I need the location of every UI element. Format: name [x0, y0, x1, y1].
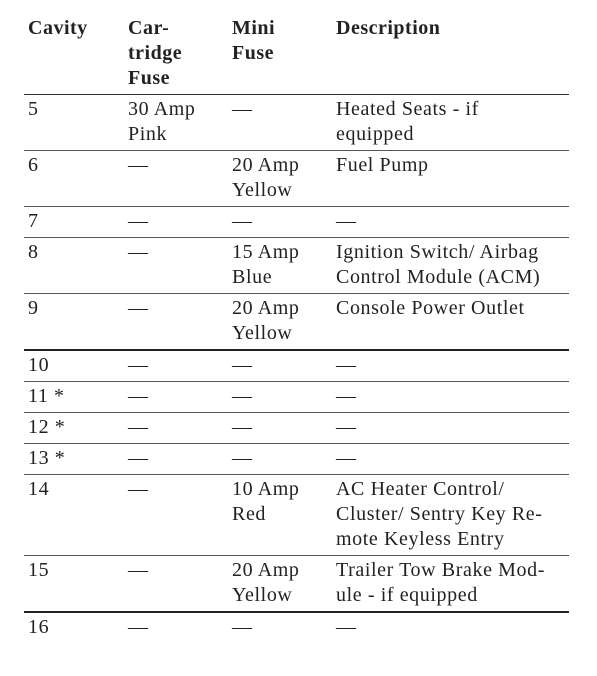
description-cell: — [332, 350, 569, 382]
header-mini-fuse: Mini Fuse [228, 14, 332, 95]
mini-cell: 20 Amp Yellow [228, 294, 332, 351]
cartridge-cell: — [124, 556, 228, 613]
cavity-cell: 12 * [24, 413, 124, 444]
mini-cell: — [228, 207, 332, 238]
cavity-cell: 9 [24, 294, 124, 351]
fuse-table-body [24, 95, 569, 644]
cavity-cell: 8 [24, 238, 124, 294]
cavity-cell: 13 * [24, 444, 124, 475]
mini-cell: — [228, 444, 332, 475]
table-row [24, 350, 569, 382]
cavity-cell: 5 [24, 95, 124, 151]
description-cell: Heated Seats - if equipped [332, 95, 569, 151]
cavity-cell: 14 [24, 475, 124, 556]
cartridge-cell: — [124, 151, 228, 207]
cavity-cell: 11 * [24, 382, 124, 413]
cavity-cell: 16 [28, 616, 50, 638]
cartridge-cell: — [124, 207, 228, 238]
cartridge-cell: — [124, 294, 228, 351]
cartridge-cell: — [124, 350, 228, 382]
mini-cell: 10 Amp Red [228, 475, 332, 556]
description-cell: — [332, 207, 569, 238]
description-cell: — [332, 444, 569, 475]
description-cell: — [336, 616, 357, 638]
header-cartridge-fuse: Car- tridge Fuse [124, 14, 228, 95]
cartridge-cell: 30 Amp Pink [124, 95, 228, 151]
table-row [24, 444, 569, 475]
mini-cell: — [228, 382, 332, 413]
mini-cell: 20 Amp Yellow [228, 151, 332, 207]
table-row [24, 612, 569, 643]
description-cell: Console Power Outlet [332, 294, 569, 351]
mini-cell: — [228, 413, 332, 444]
mini-cell: — [232, 616, 253, 638]
cartridge-cell: — [128, 616, 149, 638]
table-row [24, 413, 569, 444]
table-row [24, 95, 569, 151]
cartridge-cell: — [124, 475, 228, 556]
description-cell: Ignition Switch/ Airbag Control Module (ACM) [332, 238, 569, 294]
description-cell: — [332, 413, 569, 444]
description-cell: Trailer Tow Brake Mod- ule - if equipped [332, 556, 569, 613]
cavity-cell: 6 [24, 151, 124, 207]
table-row [24, 382, 569, 413]
cartridge-cell: — [124, 238, 228, 294]
table-row [24, 294, 569, 351]
table-row [24, 151, 569, 207]
description-cell: AC Heater Control/ Cluster/ Sentry Key Re- mote Keyless Entry [332, 475, 569, 556]
fuse-table-header [24, 14, 569, 95]
header-cavity: Cavity [24, 14, 124, 95]
cavity-cell: 10 [24, 350, 124, 382]
table-row [24, 556, 569, 613]
mini-cell: 15 Amp Blue [228, 238, 332, 294]
cavity-cell: 15 [24, 556, 124, 613]
table-row [24, 475, 569, 556]
header-row [24, 14, 569, 95]
mini-cell: — [228, 95, 332, 151]
cavity-cell: 7 [24, 207, 124, 238]
cartridge-cell: — [124, 444, 228, 475]
mini-cell: — [228, 350, 332, 382]
mini-cell: 20 Amp Yellow [228, 556, 332, 613]
description-cell: Fuel Pump [332, 151, 569, 207]
cartridge-cell: — [124, 413, 228, 444]
cartridge-cell: — [124, 382, 228, 413]
description-cell: — [332, 382, 569, 413]
table-row [24, 238, 569, 294]
table-row [24, 207, 569, 238]
header-description: Description [332, 14, 569, 95]
fuse-table [24, 14, 569, 643]
